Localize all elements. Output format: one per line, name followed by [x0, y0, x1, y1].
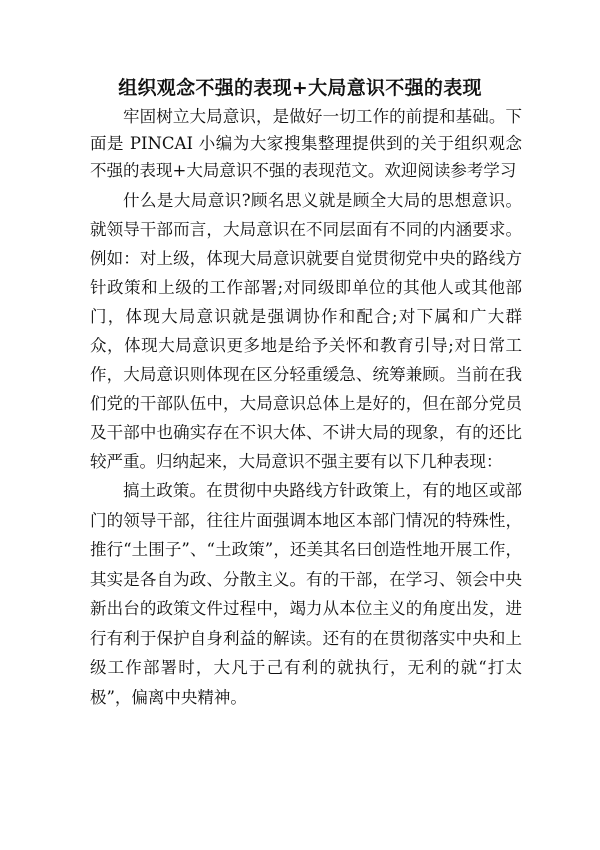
paragraph-local-policy: 搞土政策。在贯彻中央路线方针政策上，有的地区或部门的领导干部，往往片面强调本地区本部门情况的特殊性，推行“土围子”、“土政策”，还美其名曰创造性地开展工作，其实是各自为政、分散主义。有的干部，在学习、领会中央新出台的政策文件过程中，竭力从本位主义的角度出发，进行有利于保护自身利益的解读。还有的在贯彻落实中央和上级工作部署时，大凡于己有利的就执行，无利的就“打太极”，偏离中央精神。 [90, 481, 522, 707]
document-title: 组织观念不强的表现+大局意识不强的表现 [118, 77, 482, 99]
paragraph-definition: 什么是大局意识?顾名思义就是顾全大局的思想意识。就领导干部而言，大局意识在不同层面有不同的内涵要求。例如：对上级，体现大局意识就要自觉贯彻党中央的路线方针政策和上级的工作部署;对同级即单位的其他人或其他部门，体现大局意识就是强调协作和配合;对下属和广大群众，体现大局意识更多地是给予关怀和教育引导;对日常工作，大局意识则体现在区分轻重缓急、统筹兼顾。当前在我们党的干部队伍中，大局意识总体上是好的，但在部分党员及干部中也确实存在不识大体、不讲大局的现象，有的还比较严重。归纳起来，大局意识不强主要有以下几种表现： [90, 191, 522, 471]
paragraph-intro: 牢固树立大局意识，是做好一切工作的前提和基础。下面是 PINCAI 小编为大家搜集整理提供到的关于组织观念不强的表现+大局意识不强的表现范文。欢迎阅读参考学习 [90, 107, 522, 180]
document-body [90, 103, 522, 712]
